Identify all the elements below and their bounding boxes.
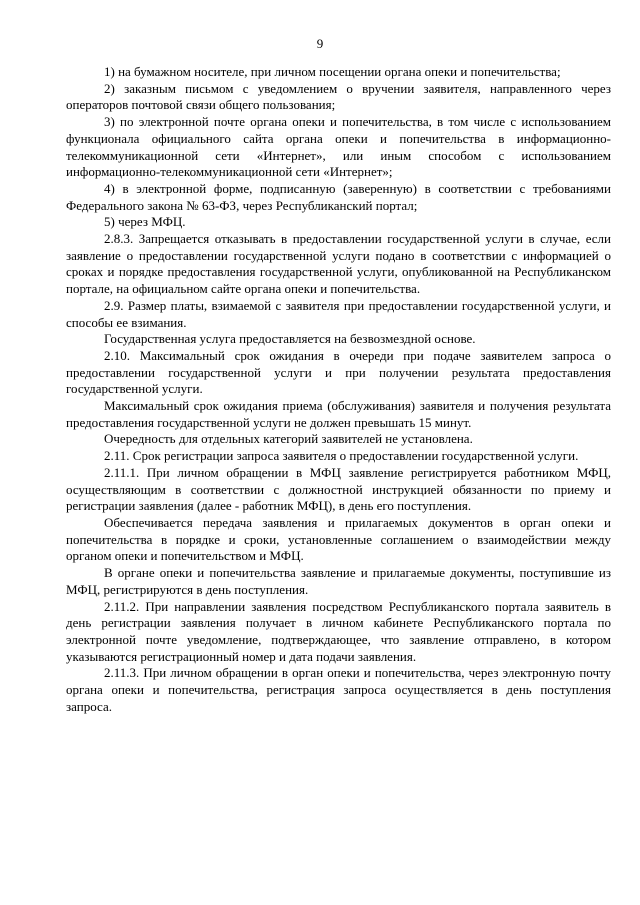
paragraph: 2.10. Максимальный срок ожидания в очереди при подаче заявителем запроса о предоставлении государственной услуги и при получении результата предоставления государственной услуги. [66,347,611,397]
paragraph: Максимальный срок ожидания приема (обслуживания) заявителя и получения результата предоставления государственной услуги не должен превышать 15 минут. [66,398,611,430]
paragraph: В органе опеки и попечительства заявление и прилагаемые документы, поступившие из МФЦ, регистрируются в день поступления. [66,565,611,597]
paragraph: Государственная услуга предоставляется на безвозмездной основе. [104,331,476,347]
paragraph: 3) по электронной почте органа опеки и попечительства, в том числе с использованием функционала официального сайта органа опеки и попечительства в информационно-телекоммуникационной сети «Интернет», или иным способом с использованием информационно-телекоммуникационной сети «Интернет»; [66,114,611,180]
paragraph: 2.11.2. При направлении заявления посредством Республиканского портала заявитель в день регистрации заявления получает в личном кабинете Республиканского портала по электронной почте уведомление, подтверждающее, что заявление отправлено, в котором указываются регистрационный номер и дата подачи заявления. [66,598,611,664]
paragraph: 2.9. Размер платы, взимаемой с заявителя при предоставлении государственной услуги, и способы ее взимания. [66,297,611,330]
paragraph: 2.11.3. При личном обращении в орган опеки и попечительства, через электронную почту органа опеки и попечительства, регистрация запроса осуществляется в день поступления запроса. [66,665,611,714]
paragraph: Очередность для отдельных категорий заявителей не установлена. [104,431,473,447]
paragraph: 2) заказным письмом с уведомлением о вручении заявителя, направленного через операторов почтовой связи общего пользования; [66,80,611,113]
paragraph: 1) на бумажном носителе, при личном посещении органа опеки и попечительства; [104,64,561,79]
paragraph: 5) через МФЦ. [104,214,186,230]
paragraph: Обеспечивается передача заявления и прилагаемых документов в орган опеки и попечительства в порядке и сроки, установленные соглашением о взаимодействии между органом опеки и попечительством и МФЦ. [66,514,611,564]
paragraph: 2.8.3. Запрещается отказывать в предоставлении государственной услуги в случае, если заявление о предоставлении государственной услуги подано в соответствии с информацией о сроках и порядке предоставления государственной услуги, опубликованной на Республиканском портале, на официальном сайте органа опеки и попечительства. [66,231,611,297]
document-body [66,64,611,715]
page-number: 9 [316,36,324,51]
paragraph: 2.11.1. При личном обращении в МФЦ заявление регистрируется работником МФЦ, осуществляющим в соответствии с должностной инструкцией обязанности по приему и регистрации заявления (далее - работник МФЦ), в день его поступления. [66,464,611,514]
paragraph: 2.11. Срок регистрации запроса заявителя о предоставлении государственной услуги. [104,448,579,464]
paragraph: 4) в электронной форме, подписанную (заверенную) в соответствии с требованиями Федерального закона № 63-ФЗ, через Республиканский портал; [66,180,611,213]
